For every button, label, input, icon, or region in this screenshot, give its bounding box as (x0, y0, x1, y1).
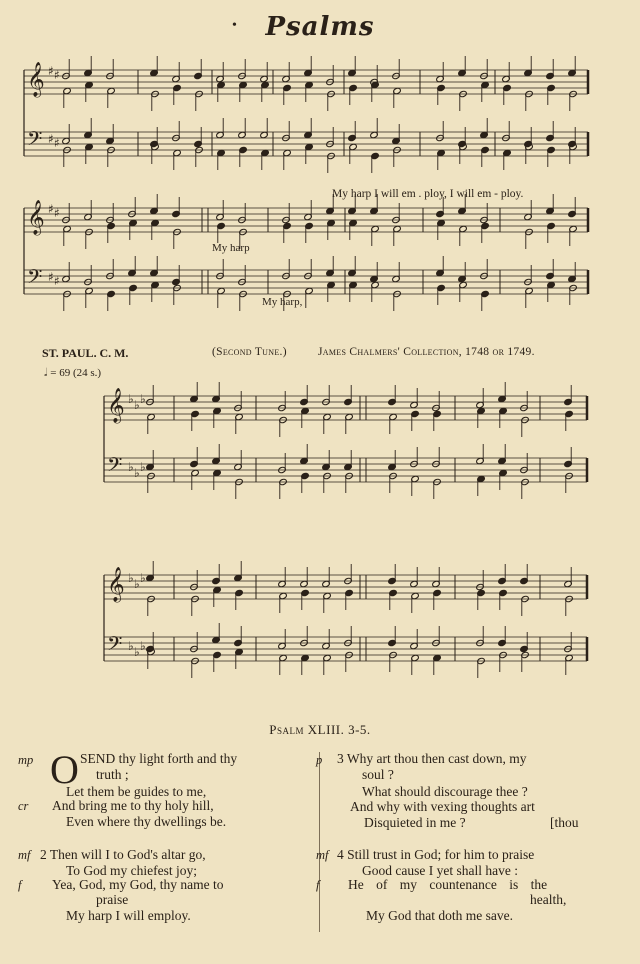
flat-icon: ♭ (134, 645, 140, 659)
bass-clef-icon: 𝄢 (107, 453, 123, 481)
dynamic-f: f (316, 878, 320, 892)
header-ornament: • (232, 18, 237, 33)
sharp-icon: ♯ (54, 206, 60, 220)
flat-icon: ♭ (128, 460, 134, 474)
sharp-icon: ♯ (48, 64, 54, 78)
verse-line: What should discourage thee ? (362, 784, 528, 799)
verse-line: Disquieted in me ? (364, 815, 466, 830)
bass-clef-icon: 𝄢 (27, 127, 43, 155)
flat-icon: ♭ (128, 392, 134, 406)
tune-header (42, 346, 602, 361)
verse-line: praise (96, 892, 129, 907)
verse-line: And bring me to thy holy hill, (52, 798, 214, 813)
dynamic-cr: cr (18, 799, 29, 813)
flat-icon: ♭ (140, 460, 146, 474)
dynamic-f: f (18, 878, 22, 892)
verse-line: truth ; (96, 767, 129, 782)
lyric-upper: My harp I will em . ploy, I will em - ploy. (332, 188, 524, 200)
flat-icon: ♭ (140, 571, 146, 585)
verse-line: soul ? (362, 767, 394, 782)
treble-clef-icon: 𝄞 (107, 388, 125, 423)
verse-line: My harp I will employ. (66, 908, 191, 923)
tune-meter: C. M. (99, 346, 129, 360)
verse-line: Even where thy dwellings be. (66, 814, 227, 829)
verse-line: To God my chiefest joy; (66, 863, 198, 878)
sharp-icon: ♯ (54, 274, 60, 288)
sharp-icon: ♯ (54, 68, 60, 82)
verse-line: And why with vexing thoughts art (350, 799, 535, 814)
verse-line: Let them be guides to me, (66, 784, 207, 799)
tune-name: ST. PAUL. (42, 346, 97, 360)
tune-source: James Chalmers' Collection, 1748 or 1749. (318, 346, 535, 358)
flat-icon: ♭ (140, 639, 146, 653)
flat-icon: ♭ (134, 398, 140, 412)
tune-second: (Second Tune.) (212, 346, 287, 358)
column-divider (319, 752, 320, 932)
lyric-treble: My harp (212, 242, 250, 254)
flat-icon: ♭ (128, 571, 134, 585)
verse-line: SEND thy light forth and thy (80, 751, 238, 766)
sharp-icon: ♯ (48, 132, 54, 146)
verse-line: [thou (550, 815, 579, 830)
sharp-icon: ♯ (54, 136, 60, 150)
flat-icon: ♭ (140, 392, 146, 406)
drop-cap: O (50, 747, 79, 792)
page-header-title: Psalms (265, 12, 375, 42)
tempo-marking (44, 367, 101, 380)
verse-line: He of my countenance is the (348, 877, 548, 892)
verse-line: Good cause I yet shall have : (362, 863, 518, 878)
sharp-icon: ♯ (48, 202, 54, 216)
treble-clef-icon: 𝄞 (27, 62, 45, 97)
verse-line: 4 Still trust in God; for him to praise (337, 847, 535, 862)
half-note-icon: 𝅗𝅥 (44, 367, 48, 379)
sharp-icon: ♯ (48, 270, 54, 284)
verse-line: 3 Why art thou then cast down, my (337, 751, 527, 766)
dynamic-mf: mf (18, 848, 31, 862)
psalm-heading: Psalm XLIII. 3-5. (269, 722, 371, 737)
bass-clef-icon: 𝄢 (27, 265, 43, 293)
verse-line: Yea, God, my God, thy name to (52, 877, 224, 892)
treble-clef-icon: 𝄞 (107, 567, 125, 602)
dynamic-p: p (316, 753, 323, 767)
flat-icon: ♭ (134, 466, 140, 480)
flat-icon: ♭ (134, 577, 140, 591)
dynamic-mp: mp (18, 753, 34, 767)
flat-icon: ♭ (128, 639, 134, 653)
treble-clef-icon: 𝄞 (27, 200, 45, 235)
verse-line: health, (530, 892, 567, 907)
verse-line: My God that doth me save. (366, 908, 513, 923)
tempo-value: = 69 (24 s.) (50, 367, 102, 379)
dynamic-mf: mf (316, 848, 329, 862)
verse-line: 2 Then will I to God's altar go, (40, 847, 206, 862)
bass-clef-icon: 𝄢 (107, 632, 123, 660)
lyric-bass: My harp, (262, 296, 303, 308)
